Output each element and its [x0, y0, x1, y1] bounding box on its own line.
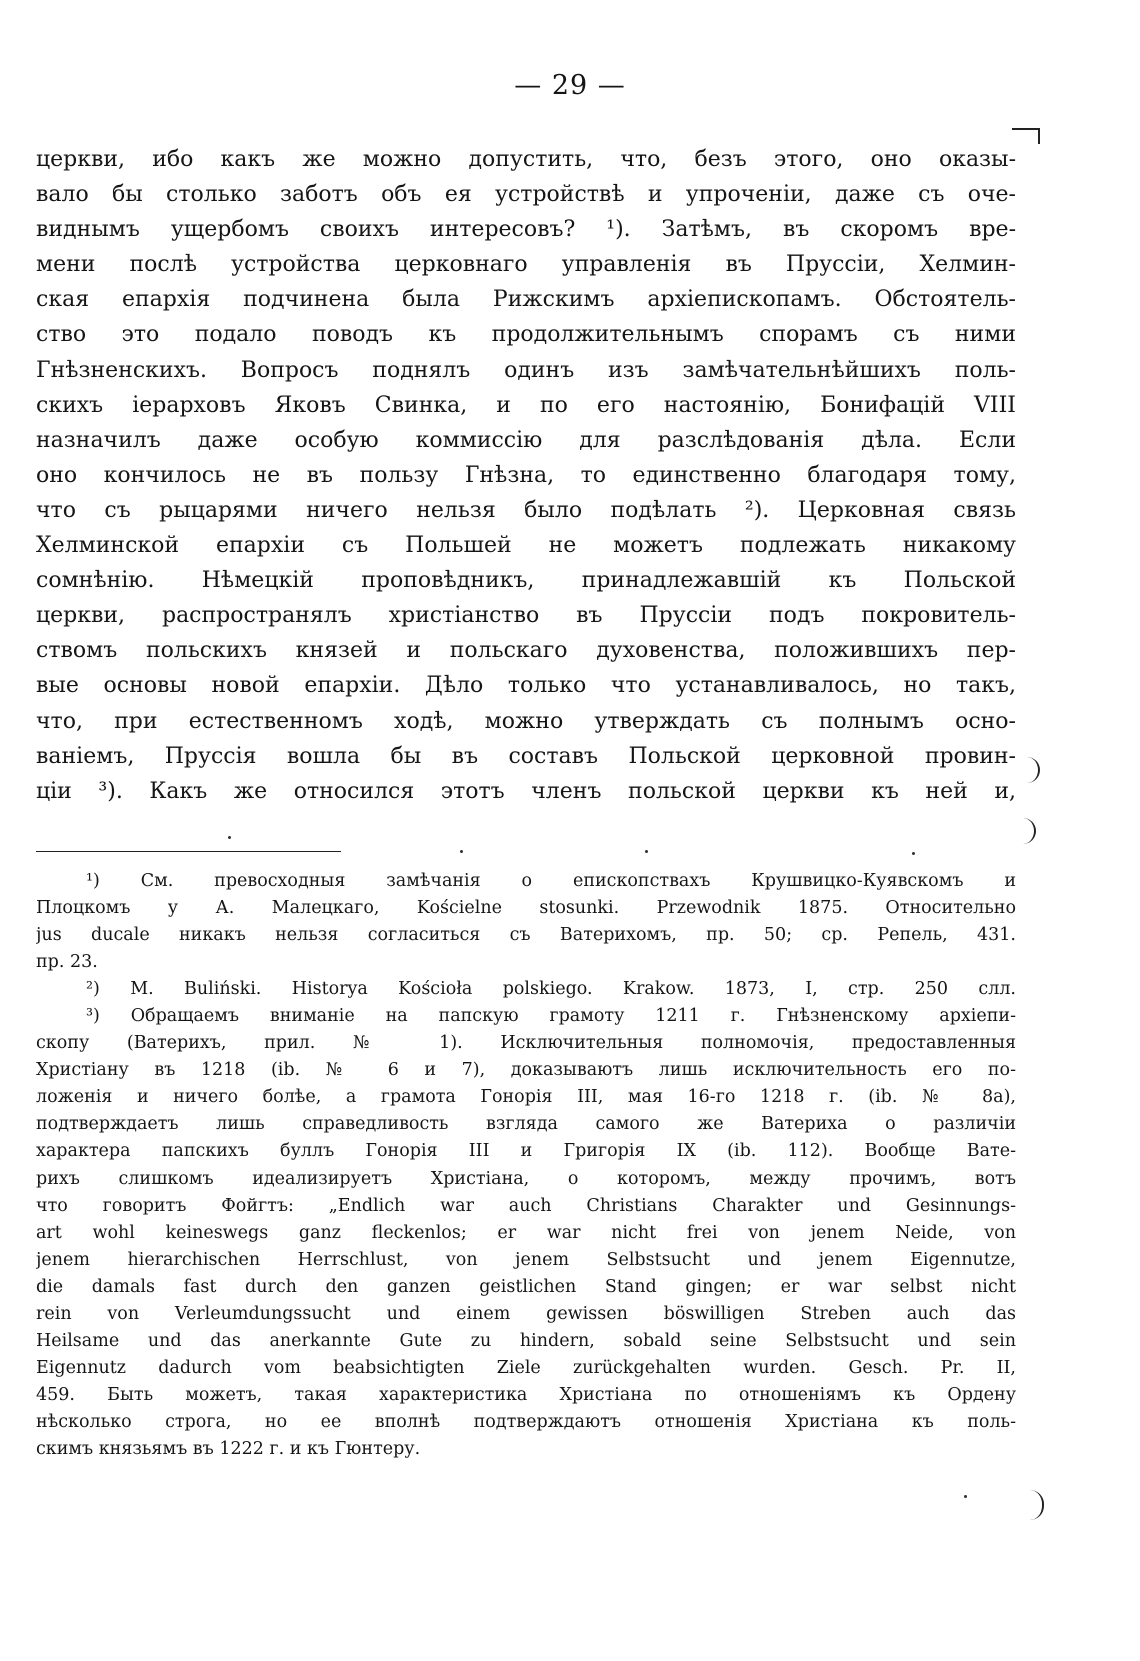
main-line: Гнѣзненскихъ. Вопросъ поднялъ одинъ изъ замѣчательнѣйшихъ поль- [36, 357, 1016, 383]
footnote-line: Христіану въ 1218 (ib. № 6 и 7), доказываютъ лишь исключительность его по- [36, 1060, 1016, 1081]
footnote-line: die damals fast durch den ganzen geistlichen Stand gingen; er war selbst nicht [36, 1276, 1016, 1297]
margin-corner-mark [1012, 128, 1040, 144]
main-line: ство это подало поводъ къ продолжительнымъ спорамъ съ ними [36, 322, 1016, 348]
main-line: церкви, ибо какъ же можно допустить, что, безъ этого, оно оказы- [36, 147, 1016, 172]
main-line: вало бы столько заботъ объ ея устройствѣ и упроченіи, даже съ оче- [36, 182, 1016, 208]
main-line: сомнѣнію. Нѣмецкій проповѣдникъ, принадлежавшій къ Польской [36, 568, 1016, 594]
footnote-line: ³) Обращаемъ вниманіе на папскую грамоту 1211 г. Гнѣзненскому архіепи- [86, 1006, 1016, 1027]
footnote-line: характера папскихъ буллъ Гонорія III и Григорія IX (ib. 112). Вообще Ватe- [36, 1141, 1016, 1162]
footnote-line: Eigennutz dadurch vom beabsichtigten Ziele zurückgehalten wurden. Gesch. Pr. II, [36, 1357, 1016, 1378]
speck [912, 852, 915, 855]
footnote-line: ¹) См. превосходныя замѣчанія о епископствахъ Крушвицко-Куявскомъ и [86, 871, 1016, 891]
main-line: мени послѣ устройства церковнаго управленія въ Пруссіи, Хелмин- [36, 252, 1016, 278]
footnote-divider [36, 851, 341, 852]
speck [460, 850, 463, 853]
main-line: ская епархія подчинена была Рижскимъ архіепископамъ. Обстоятель- [36, 287, 1016, 313]
main-line: ваніемъ, Пруссія вошла бы въ составъ Польской церковной провин- [36, 743, 1016, 769]
footnote-line: jenem hierarchischen Herrschlust, von jenem Selbstsucht und jenem Eigennutze, [36, 1249, 1016, 1270]
footnote-line: что говоритъ Фойгтъ: „Endlich war auch Christians Charakter und Gesinnungs- [36, 1195, 1016, 1216]
footnote-line: rein von Verleumdungssucht und einem gewissen böswilligen Streben auch das [36, 1303, 1016, 1324]
footnote-line: пр. 23. [36, 952, 98, 973]
footnote-line: Heilsame und das anerkannte Gute zu hindern, sobald seine Selbstsucht und sein [36, 1330, 1016, 1351]
main-text [36, 142, 1016, 809]
main-line: вые основы новой епархіи. Дѣло только что устанавливалось, но такъ, [36, 673, 1016, 699]
margin-bracket-mark [1020, 1490, 1044, 1520]
footnote-line: скимъ князьямъ въ 1222 г. и къ Гюнтеру. [36, 1438, 421, 1459]
footnote-line: 459. Быть можетъ, такая характеристика Христіана по отношеніямъ къ Ордену [36, 1384, 1016, 1405]
speck [645, 850, 648, 853]
main-line: ціи ³). Какъ же относился этотъ членъ польской церкви къ ней и, [36, 778, 1016, 804]
main-line: что съ рыцарями ничего нельзя было подѣлать ²). Церковная связь [36, 497, 1016, 523]
footnote-line: ложенія и ничего болѣе, а грамота Гонорія III, мая 16-го 1218 г. (ib. № 8а), [36, 1087, 1016, 1108]
main-line: назначилъ даже особую коммиссію для разслѣдованія дѣла. Если [36, 427, 1016, 453]
speck [228, 836, 231, 839]
main-line: что, при естественномъ ходѣ, можно утверждать съ полнымъ осно- [36, 708, 1016, 734]
page-number: — 29 — [514, 70, 626, 101]
main-line: церкви, распространялъ христіанство въ Пруссіи подъ покровитель- [36, 603, 1016, 629]
main-line: Хелминской епархіи съ Польшей не можетъ подлежать никакому [36, 533, 1016, 559]
main-line: ствомъ польскихъ князей и польскаго духовенства, положившихъ пер- [36, 638, 1016, 664]
speck [964, 1495, 967, 1498]
margin-bracket-mark [1016, 757, 1040, 783]
footnotes [36, 868, 1016, 1463]
footnote-line: ²) M. Buliński. Historya Kościoła polskiego. Krakow. 1873, I, стр. 250 слл. [86, 979, 1016, 1000]
main-line: виднымъ ущербомъ своихъ интересовъ? ¹). Затѣмъ, въ скоромъ вре- [36, 217, 1016, 243]
footnote-line: подтверждаетъ лишь справедливость взгляда самого же Ватериха о различіи [36, 1114, 1016, 1135]
footnote-line: art wohl keineswegs ganz fleckenlos; er war nicht frei von jenem Neide, von [36, 1222, 1016, 1243]
footnote-line: скопу (Ватерихъ, прил. № 1). Исключительныя полномочія, предоставленныя [36, 1033, 1016, 1054]
main-line: оно кончилось не въ пользу Гнѣзна, то единственно благодаря тому, [36, 462, 1016, 488]
footnote-line: Плоцкомъ у А. Малецкаго, Kościelne stosunki. Przewodnik 1875. Относительно [36, 898, 1016, 919]
footnote-line: рихъ слишкомъ идеализируетъ Христіана, о которомъ, между прочимъ, вотъ [36, 1168, 1016, 1189]
footnote-line: нѣсколько строга, но ее вполнѣ подтверждаютъ отношенія Христіана къ поль- [36, 1411, 1016, 1432]
main-line: скихъ іерарховъ Яковъ Свинка, и по его настоянію, Бонифацій VIII [36, 392, 1016, 418]
margin-bracket-mark [1012, 818, 1036, 844]
footnote-line: jus ducale никакъ нельзя согласиться съ Ватерихомъ, пр. 50; ср. Репель, 431. [36, 925, 1016, 946]
